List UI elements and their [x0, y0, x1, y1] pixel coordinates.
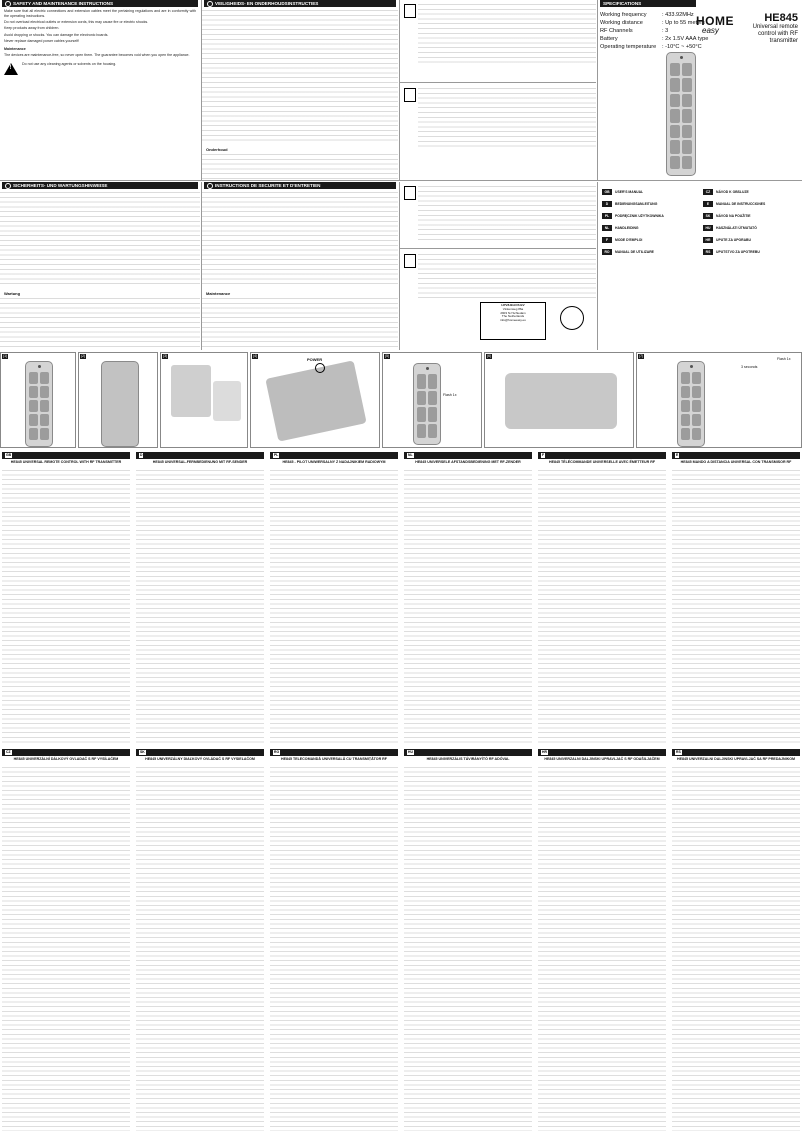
- column-text: [270, 470, 398, 745]
- divider: [0, 180, 802, 181]
- power-icon: [315, 363, 325, 373]
- divider: [597, 182, 598, 350]
- disposal-text-2: [418, 88, 596, 148]
- remote-back-image: [101, 361, 139, 447]
- column-rs: RS HE845 UNIVERZALNI DALJINSKI UPRAVLJAČ SA RF PREDAJNIKOM: [670, 749, 802, 1133]
- device-image: [171, 365, 211, 417]
- manual-item: E MANUAL DE INSTRUCCIONES: [703, 198, 800, 210]
- safety-header-gb: SAFETY AND MAINTENANCE INSTRUCTIONS: [2, 0, 198, 7]
- remote-control-image: [666, 52, 696, 176]
- bin-crossed-icon: [404, 254, 416, 268]
- safety-panel-gb: [0, 0, 200, 180]
- manual-item: F MODE D'EMPLOI: [602, 234, 699, 246]
- divider: [400, 82, 596, 83]
- safety-text-gb: Make sure that all electric connections and extension cables meet the pertaining regulations and are in conformity with the operating instructions. Do not overload electrical outlets or extension cords, this may cause fire or electric shocks. Keep products away from children. Avoid dropping or shocks. You can damage the electronic boards. Never replace damaged power cables yourself! Maintenance The devices are maintenance-free, so never open them. The guarantee becomes void when you open the appliance. ! Do not use any cleaning agents or solvents on the housing.: [2, 7, 198, 75]
- address-box: HPV/HELIOS BV Vinkenweg 86a 2903 NJ Schiedam The Netherlands info@homeeasy.eu: [480, 302, 546, 340]
- column-text: [270, 767, 398, 1131]
- safety-text-de: [0, 192, 200, 288]
- disposal-text: [418, 4, 596, 64]
- manual-item: D BEDIENUNGSANLEITUNG: [602, 198, 699, 210]
- disposal-panel-2: [400, 182, 596, 350]
- ce-mark-icon: [560, 306, 584, 330]
- column-text: [2, 470, 130, 745]
- maintenance-text-de: [0, 298, 200, 350]
- warning-note: ! Do not use any cleaning agents or solvents on the housing.: [4, 62, 196, 75]
- column-es: E HE845 MANDO A DISTANCIA UNIVERSAL CON TRANSMISOR RF: [670, 452, 802, 747]
- brand-logo: HOME easy: [696, 14, 734, 35]
- specs-list: Working frequency : 433.92MHz Working distance : Up to 55 meters RF Channels : 3 Battery : 2x 1.5V AAA type Operating temperature : -10°C ~ +50°C: [600, 12, 709, 50]
- remote-in-hand-image: [265, 360, 366, 441]
- column-hr: HR HE845 UNIVERZALNI DALJINSKI UPRAVLJAČ S RF ODAŠILJAČEM: [536, 749, 668, 1133]
- column-text: [404, 767, 532, 1131]
- column-text: [672, 470, 800, 745]
- specs-panel: [598, 0, 802, 180]
- safety-text-fr: [202, 192, 398, 288]
- column-pl: PL HE845 - PILOT UNIWERSALNY Z NADAJNIKIEM RADIOWYM: [268, 452, 400, 747]
- remote-side-image: [505, 373, 617, 429]
- info-icon: [207, 183, 213, 189]
- manual-item: SK NÁVOD NA POUŽITIE: [703, 210, 800, 222]
- instructions-top: [0, 452, 802, 747]
- manual-item: GB USER'S MANUAL: [602, 186, 699, 198]
- disposal-panel: [400, 0, 596, 180]
- manual-item: PL PODRĘCZNIK UŻYTKOWNIKA: [602, 210, 699, 222]
- bin-crossed-icon: [404, 186, 416, 200]
- remote-control-image: [413, 363, 441, 445]
- bin-crossed-icon: [404, 4, 416, 18]
- safety-panel-fr: INSTRUCTIONS DE SECURITE ET D'ENTRETIEN Maintenance: [202, 182, 398, 350]
- remote-control-image: [25, 361, 53, 447]
- manual-item: CZ NÁVOD K OBSLUZE: [703, 186, 800, 198]
- maintenance-text-nl: [202, 154, 398, 180]
- info-icon: [5, 183, 11, 189]
- column-hu: HU HE845 UNIVERZÁLIS TÁVIRÁNYÍTÓ RF ADÓVAL: [402, 749, 534, 1133]
- info-icon: [207, 1, 213, 7]
- safety-panel-de: SICHERHEITS- UND WARTUNGSHINWEISE Wartung: [0, 182, 200, 350]
- column-fr: F HE845 TÉLÉCOMMANDE UNIVERSELLE AVEC ÉMETTEUR RF: [536, 452, 668, 747]
- column-text: [136, 470, 264, 745]
- second-section: [0, 182, 802, 350]
- specs-header: SPECIFICATIONS: [600, 0, 696, 7]
- column-cz: CZ HE845 UNIVERZÁLNÍ DÁLKOVÝ OVLADAČ S RF VYSÍLAČEM: [0, 749, 132, 1133]
- warning-icon: !: [4, 63, 18, 75]
- column-nl: NL HE845 UNIVERSELE AFSTANDSBEDIENING MET RF-ZENDER: [402, 452, 534, 747]
- manual-item: RO MANUAL DE UTILIZARE: [602, 246, 699, 258]
- figures-strip: [0, 352, 802, 448]
- column-text: [538, 470, 666, 745]
- column-sk: SK HE845 UNIVERZÁLNY DIAĽKOVÝ OVLÁDAČ S RF VYSIELAČOM: [134, 749, 266, 1133]
- manual-item: HU HASZNÁLATI ÚTMUTATÓ: [703, 222, 800, 234]
- figure-7: (7) 3 seconds Flash 1x: [636, 352, 802, 448]
- figure-5: (5) Flash 1x: [382, 352, 482, 448]
- manuals-list: [600, 182, 802, 350]
- manual-item: RS UPUTSTVO ZA UPOTREBU: [703, 246, 800, 258]
- product-title: HE845 Universal remote control with RF transmitter: [752, 12, 798, 44]
- led-indicator: [680, 56, 683, 59]
- safety-header-de: SICHERHEITS- UND WARTUNGSHINWEISE: [2, 182, 198, 189]
- figure-4: (4) POWER: [250, 352, 380, 448]
- safety-panel-nl: VEILIGHEIDS- EN ONDERHOUDSINSTRUCTIES Onderhoud: [202, 0, 398, 180]
- column-text: [672, 767, 800, 1131]
- column-de: D HE845 UNIVERSAL-FERNBEDIENUNG MIT RF-SENDER: [134, 452, 266, 747]
- figure-6: (6): [484, 352, 634, 448]
- remote-control-image: [677, 361, 705, 447]
- figure-2: (2): [78, 352, 158, 448]
- divider: [400, 248, 596, 249]
- column-gb: GB HE845 UNIVERSAL REMOTE CONTROL WITH RF TRANSMITTER: [0, 452, 132, 747]
- column-text: [2, 767, 130, 1131]
- safety-header-nl: VEILIGHEIDS- EN ONDERHOUDSINSTRUCTIES: [204, 0, 396, 7]
- column-text: [538, 767, 666, 1131]
- bin-crossed-icon: [404, 88, 416, 102]
- column-text: [404, 470, 532, 745]
- safety-header-fr: INSTRUCTIONS DE SECURITE ET D'ENTRETIEN: [204, 182, 396, 189]
- column-text: [136, 767, 264, 1131]
- top-section: [0, 0, 802, 180]
- manual-item: NL HANDLEIDING: [602, 222, 699, 234]
- instructions-bottom: [0, 749, 802, 1133]
- info-icon: [5, 1, 11, 7]
- manual-item: HR UPUTE ZA UPORABU: [703, 234, 800, 246]
- column-ro: RO HE845 TELECOMANDĂ UNIVERSALĂ CU TRANSMIȚĂTOR RF: [268, 749, 400, 1133]
- device-image: [213, 381, 241, 421]
- figure-1: (1): [0, 352, 76, 448]
- figure-3: (3): [160, 352, 248, 448]
- safety-text-nl: [202, 10, 398, 144]
- disposal-text-3: [418, 186, 596, 242]
- maintenance-text-fr: [202, 298, 398, 350]
- disposal-text-4: [418, 254, 596, 298]
